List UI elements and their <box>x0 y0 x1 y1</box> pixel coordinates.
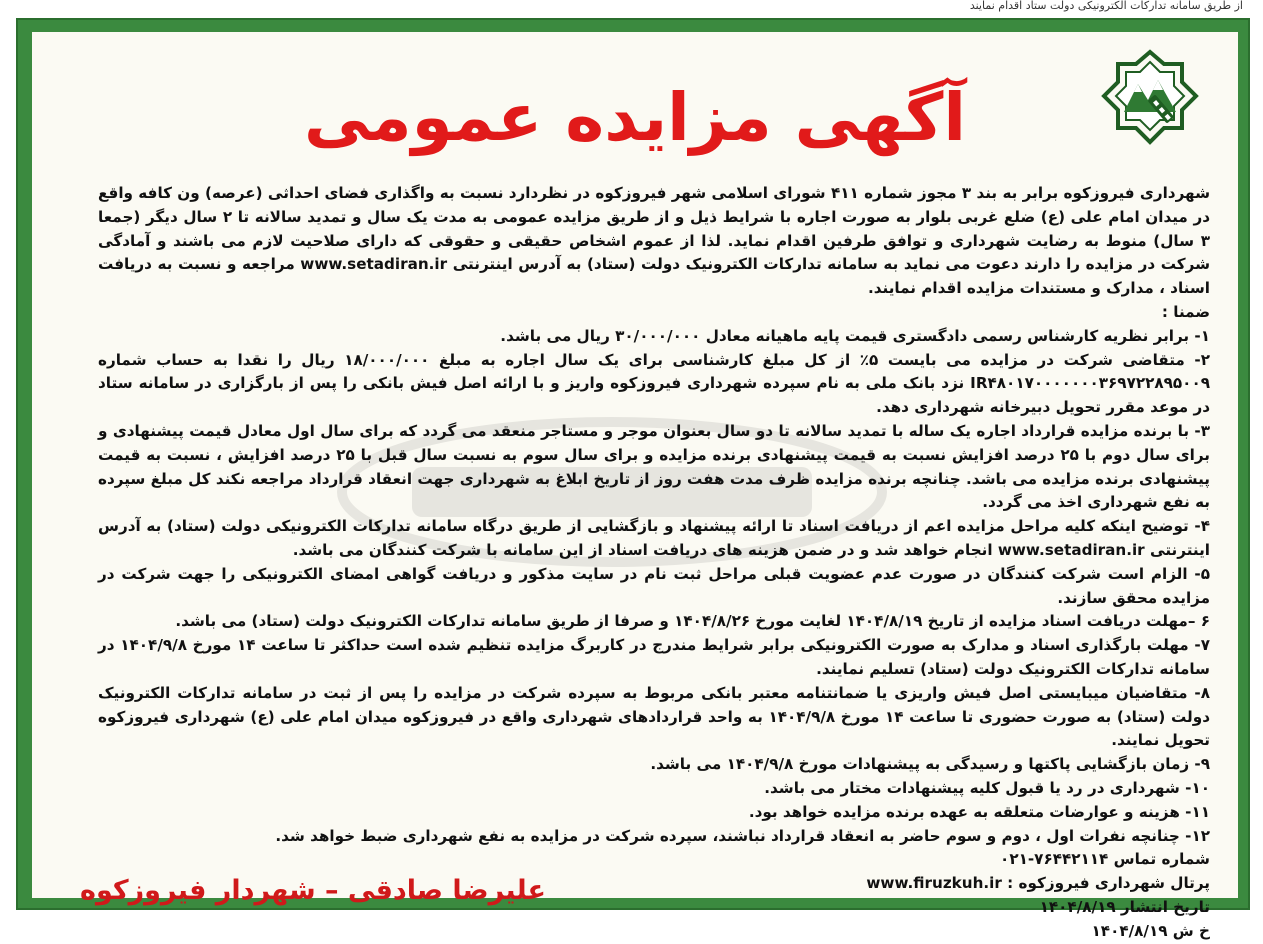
ad-body <box>98 182 1210 944</box>
intro-paragraph: شهرداری فیروزکوه برابر به بند ۳ مجوز شماره ۴۱۱ شورای اسلامی شهر فیروزکوه در نظردارد نسبت به واگذاری فضای احداثی (عرصه) ون کافه واقع در میدان امام علی (ع) ضلع غربی بلوار به صورت اجاره با شرایط ذیل و از طریق مزایده عمومی به مدت یک سال و تمدید سالانه تا ۲ سال دیگر (جمعا ۳ سال) منوط به رضایت شهرداری و توافق طرفین اقدام نماید. لذا از عموم اشخاص حقیقی و حقوقی که دارای صلاحیت لازم می باشند و آمادگی شرکت در مزایده را دارند دعوت می نماید به سامانه تدارکات الکترونیک دولت (ستاد) به آدرس اینترنتی www.setadiran.ir مراجعه و نسبت به دریافت اسناد ، مدارک و مستندات مزایده اقدام نمایند. <box>98 184 1210 298</box>
portal-address: پرتال شهرداری فیروزکوه : www.firuzkuh.ir <box>866 874 1210 893</box>
condition-item: ۷- مهلت بارگذاری اسناد و مدارک به صورت الکترونیکی برابر شرایط مندرج در کاربرگ مزایده تنظیم شده است حداکثر تا ساعت ۱۴ مورخ ۱۴۰۴/۹/۸ در سامانه تدارکات الکترونیک دولت (ستاد) تسلیم نمایند. <box>98 636 1210 678</box>
kh-sh-date: خ ش ۱۴۰۴/۸/۱۹ <box>1091 921 1210 940</box>
condition-item: ۱۲- چنانچه نفرات اول ، دوم و سوم حاضر به انعقاد قرارداد نباشند، سپرده شرکت در مزایده به نفع شهرداری ضبط خواهد شد. <box>275 826 1210 845</box>
condition-item: ۳- با برنده مزایده قرارداد اجاره یک ساله با تمدید سالانه تا دو سال بعنوان موجر و مستاجر منعقد می گردد که برای سال اول معادل قیمت پیشنهادی و برای سال دوم با ۲۵ درصد افزایش نسبت به قیمت پیشنهادی برنده مزایده و برای سال سوم به نسبت سال قبل با ۲۵ درصد افزایش ، نسبت به قیمت پیشنهادی برنده مزایده می باشد. چنانچه برنده مزایده ظرف مدت هفت روز از تاریخ ابلاغ به شهرداری جهت انعقاد قرارداد مراجعه نکند کل مبلغ سپرده به نفع شهرداری اخذ می گردد. <box>98 421 1210 512</box>
zemnan-label: ضمنا : <box>1161 302 1210 321</box>
condition-item: ۱- برابر نظریه کارشناس رسمی دادگستری قیمت پایه ماهیانه معادل ۳۰/۰۰۰/۰۰۰ ریال می باشد. <box>500 326 1210 345</box>
condition-item: ۱۰- شهرداری در رد یا قبول کلیه پیشنهادات مختار می باشد. <box>764 778 1210 797</box>
ad-content <box>32 32 1238 940</box>
condition-item: ۹- زمان بازگشایی پاکتها و رسیدگی به پیشنهادات مورخ ۱۴۰۴/۹/۸ می باشد. <box>650 755 1210 774</box>
condition-item: ۴- توضیح اینکه کلیه مراحل مزایده اعم از دریافت اسناد تا ارائه پیشنهاد و بازگشایی از طریق درگاه سامانه تدارکات الکترونیکی دولت (ستاد) به آدرس اینترنتی www.setadiran.ir انجام خواهد شد و در ضمن هزینه های دریافت اسناد از این سامانه با شرکت کنندگان می باشد. <box>98 517 1210 559</box>
contact-phone: شماره تماس ۷۶۴۴۲۱۱۴-۰۲۱ <box>1000 850 1210 869</box>
condition-item: ۱۱- هزینه و عوارضات متعلقه به عهده برنده مزایده خواهد بود. <box>748 802 1210 821</box>
ad-frame <box>16 18 1250 940</box>
ad-title: آگهی مزایده عمومی <box>303 79 967 156</box>
mayor-signature: علیرضا صادقی – شهردار فیروزکوه <box>80 875 546 906</box>
condition-item: ۸- متقاضیان میبایستی اصل فیش واریزی یا ضمانتنامه معتبر بانکی مربوط به سپرده شرکت در مزایده را پس از ثبت در سامانه تدارکات الکترونیک دولت (ستاد) به صورت حضوری تا ساعت ۱۴ مورخ ۱۴۰۴/۹/۸ به واحد قراردادهای شهرداری واقع در فیروزکوه میدان امام علی (ع) شهرداری فیروزکوه تحویل نمایند. <box>98 683 1210 750</box>
condition-item: ۶ –مهلت دریافت اسناد مزایده از تاریخ ۱۴۰۴/۸/۱۹ لغایت مورخ ۱۴۰۴/۸/۲۶ و صرفا از طریق سامانه تدارکات الکترونیک دولت (ستاد) می باشد. <box>175 612 1210 631</box>
publish-date: تاریخ انتشار ۱۴۰۴/۸/۱۹ <box>1039 897 1210 916</box>
condition-item: ۵- الزام است شرکت کنندگان در صورت عدم عضویت قبلی مراحل ثبت نام در سایت مذکور و دریافت گواهی امضای الکترونیکی را جهت شرکت در مزایده محقق سازند. <box>98 564 1210 607</box>
condition-item: ۲- متقاضی شرکت در مزایده می بایست ۵٪ از کل مبلغ کارشناسی برای یک سال اجاره به مبلغ ۱۸/۰۰۰/۰۰۰ ریال را نقدا به حساب شماره IR۴۸۰۱۷۰۰۰۰۰۰۰۳۶۹۷۲۲۸۹۵۰۰۹ نزد بانک ملی به نام سپرده شهرداری فیروزکوه واریز و با ارائه اصل فیش بانکی را پس از بارگزاری در سامانه ستاد در موعد مقرر تحویل دبیرخانه شهرداری دهد. <box>98 350 1210 417</box>
top-strip-text: از طریق سامانه تدارکات الکترونیکی دولت ستاد اقدام نمایند <box>969 0 1243 12</box>
